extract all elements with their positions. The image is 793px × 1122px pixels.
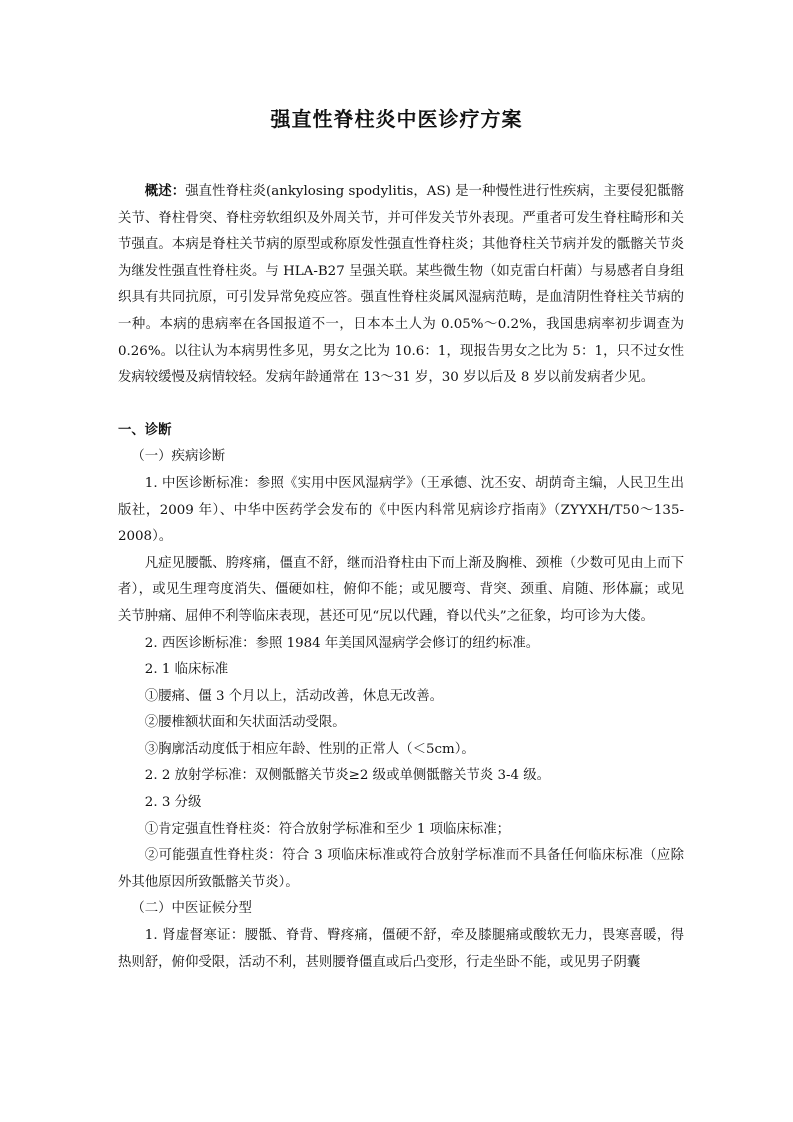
list-item-clinical-1: ①腰痛、僵 3 个月以上，活动改善，休息无改善。 — [144, 688, 444, 704]
list-item-clinical-2: ②腰椎额状面和矢状面活动受限。 — [144, 715, 346, 731]
section-heading-diagnosis: 一、诊断 — [118, 422, 172, 438]
list-item-grading-2: ②可能强直性脊柱炎：符合 3 项临床标准或符合放射学标准而不具备任何临床标准（应除外其他原因所致骶髂关节炎）。 — [118, 848, 684, 890]
document-body — [118, 178, 684, 976]
overview-text: 强直性脊柱炎(ankylosing spodylitis，AS) 是一种慢性进行性疾病，主要侵犯骶髂关节、脊柱骨突、脊柱旁软组织及外周关节，并可伴发关节外表现。严重者可发生脊柱畸形和关节强直。本病是脊柱关节病的原型或称原发性强直性脊柱炎；其他脊柱关节病并发的骶髂关节炎为继发性强直性脊柱炎。与 HLA-B27 呈强关联。某些微生物（如克雷白杆菌）与易感者自身组织具有共同抗原，可引发异常免疫应答。强直性脊柱炎属风湿病范畴，是血清阴性脊柱关节病的一种。本病的患病率在各国报道不一，日本本土人为 0.05%～0.2%，我国患病率初步调查为 0.26%。以往认为本病男性多见，男女之比为 10.6：1，现报告男女之比为 5：1，只不过女性发病较缓慢及病情较轻。发病年龄通常在 13～31 岁，30 岁以后及 8 岁以前发病者少见。 — [118, 184, 685, 386]
overview-label: 概述： — [144, 183, 186, 199]
document-title: 强直性脊柱炎中医诊疗方案 — [270, 107, 523, 131]
overview-paragraph — [118, 178, 684, 392]
list-item-grading-1: ①肯定强直性脊柱炎：符合放射学标准和至少 1 项临床标准； — [144, 821, 510, 837]
list-item-clinical-3: ③胸廓活动度低于相应年龄、性别的正常人（＜5cm）。 — [144, 741, 475, 757]
paragraph-tcm-criteria: 1. 中医诊断标准：参照《实用中医风湿病学》（王承德、沈丕安、胡荫奇主编，人民卫生出版社，2009 年）、中华中医药学会发布的《中医内科常见病诊疗指南》（ZYYXH/T50～135-2008）。 — [118, 475, 684, 545]
paragraph-symptoms: 凡症见腰骶、胯疼痛，僵直不舒，继而沿脊柱由下而上渐及胸椎、颈椎（少数可见由上而下者），或见生理弯度消失、僵硬如柱，俯仰不能；或见腰弯、背突、颈重、肩随、形体羸；或见关节肿痛、屈伸不利等临床表现，甚还可见“尻以代踵，脊以代头”之征象，均可诊为大偻。 — [118, 555, 684, 624]
paragraph-grading: 2. 3 分级 — [144, 795, 202, 811]
paragraph-radiology-standard: 2. 2 放射学标准：双侧骶髂关节炎≥2 级或单侧骶髂关节炎 3-4 级。 — [144, 768, 551, 784]
subsection-disease-diagnosis: （一）疾病诊断 — [131, 449, 226, 465]
paragraph-clinical-standard: 2. 1 临床标准 — [144, 662, 229, 678]
paragraph-syndrome-1: 1. 肾虚督寒证：腰骶、脊背、臀疼痛，僵硬不舒，牵及膝腿痛或酸软无力，畏寒喜暖，得热则舒，俯仰受限，活动不利，甚则腰脊僵直或后凸变形，行走坐卧不能，或见男子阴囊 — [118, 928, 684, 970]
paragraph-western-criteria: 2. 西医诊断标准：参照 1984 年美国风湿病学会修订的纽约标准。 — [144, 635, 540, 651]
subsection-syndrome-types: （二）中医证候分型 — [131, 901, 252, 917]
